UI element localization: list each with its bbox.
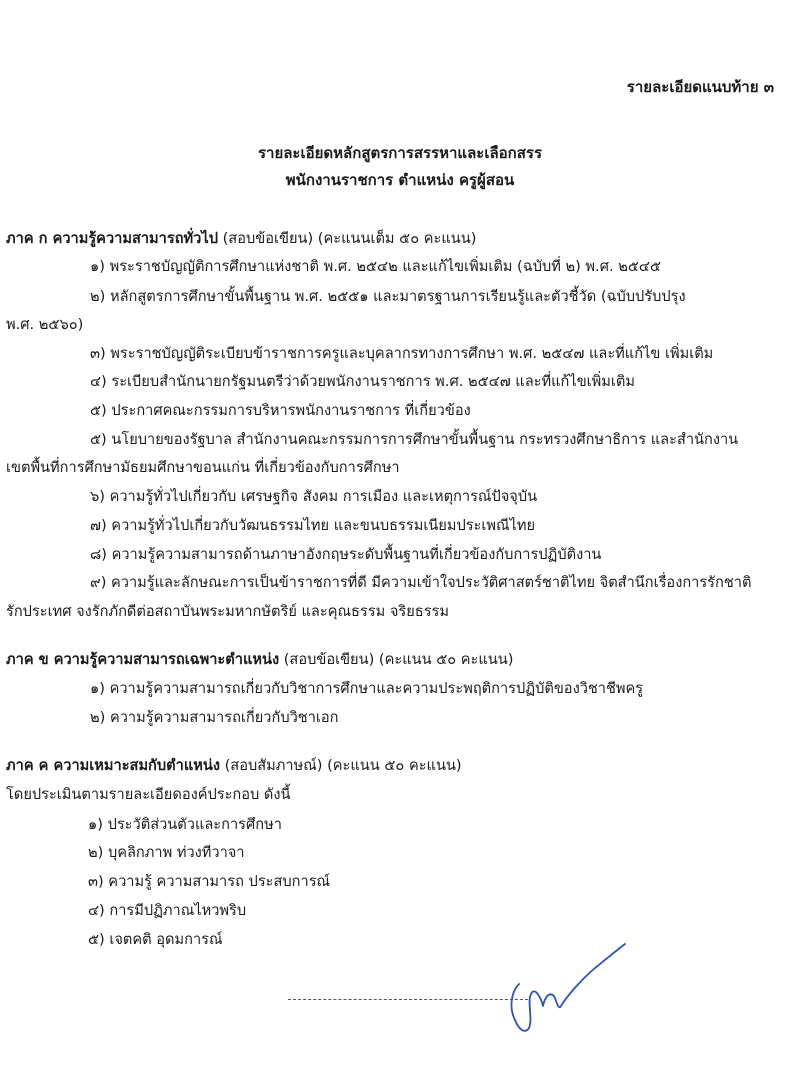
section-c-item: ๕) เจตคติ อุดมการณ์ <box>88 931 223 948</box>
section-a-item: ๓) พระราชบัญญัติระเบียบข้าราชการครูและบุคลากรทางการศึกษา พ.ศ. ๒๕๔๗ และที่แก้ไข เพิ่มเติม <box>90 345 714 362</box>
handwritten-signature <box>505 940 635 1040</box>
document-title-line-1: รายละเอียดหลักสูตรการสรรหาและเลือกสรร <box>257 144 543 162</box>
section-c-item: ๑) ประวัติส่วนตัวและการศึกษา <box>88 816 282 833</box>
section-a-item: ๑) พระราชบัญญัติการศึกษาแห่งชาติ พ.ศ. ๒๕๔๒ และแก้ไขเพิ่มเติม (ฉบับที่ ๒) พ.ศ. ๒๕๔๕ <box>90 258 661 275</box>
section-a-item-continuation: พ.ศ. ๒๕๖๐) <box>6 316 84 333</box>
section-a-item: ๙) ความรู้และลักษณะการเป็นข้าราชการที่ดี มีความเข้าใจประวัติศาสตร์ชาติไทย จิตสำนึกเรื่องการรักชาติ <box>90 574 752 591</box>
section-c-item: ๓) ความรู้ ความสามารถ ประสบการณ์ <box>88 873 331 890</box>
section-a-heading: ภาค ก ความรู้ความสามารถทั่วไป <box>6 230 218 247</box>
section-a-item: ๒) หลักสูตรการศึกษาขั้นพื้นฐาน พ.ศ. ๒๕๕๑ และมาตรฐานการเรียนรู้และตัวชี้วัด (ฉบับปรับปรุง <box>90 288 686 305</box>
signature-line <box>288 999 528 1000</box>
section-a-item: ๗) ความรู้ทั่วไปเกี่ยวกับวัฒนธรรมไทย และขนบธรรมเนียมประเพณีไทย <box>90 517 536 534</box>
section-c-item: ๔) การมีปฏิภาณไหวพริบ <box>88 902 247 919</box>
section-a-header <box>6 229 476 249</box>
section-b-item: ๒) ความรู้ความสามารถเกี่ยวกับวิชาเอก <box>90 709 339 726</box>
section-c-heading: ภาค ค ความเหมาะสมกับตำแหน่ง <box>6 757 220 774</box>
section-b-item: ๑) ความรู้ความสามารถเกี่ยวกับวิชาการศึกษาและความประพฤติการปฏิบัติของวิชาชีพครู <box>90 680 644 697</box>
section-a-item-continuation: เขตพื้นที่การศึกษามัธยมศึกษาขอนแก่น ที่เกี่ยวข้องกับการศึกษา <box>6 459 400 476</box>
section-a-item-continuation: รักประเทศ จงรักภักดีต่อสถาบันพระมหากษัตริย์ และคุณธรรม จริยธรรม <box>6 603 450 620</box>
section-b-note: (สอบข้อเขียน) (คะแนน ๕๐ คะแนน) <box>283 651 514 668</box>
section-c-item: ๒) บุคลิกภาพ ท่วงทีวาจา <box>88 844 245 861</box>
section-a-item: ๕) นโยบายของรัฐบาล สำนักงานคณะกรรมการการศึกษาขั้นพื้นฐาน กระทรวงศึกษาธิการ และสำนักงาน <box>90 431 739 448</box>
section-a-item: ๘) ความรู้ความสามารถด้านภาษาอังกฤษระดับพื้นฐานที่เกี่ยวข้องกับการปฏิบัติงาน <box>90 546 602 563</box>
section-a-item: ๔) ระเบียบสำนักนายกรัฐมนตรีว่าด้วยพนักงานราชการ พ.ศ. ๒๕๔๗ และที่แก้ไขเพิ่มเติม <box>90 373 635 390</box>
section-c-intro: โดยประเมินตามรายละเอียดองค์ประกอบ ดังนี้ <box>6 786 291 803</box>
section-a-item: ๖) ความรู้ทั่วไปเกี่ยวกับ เศรษฐกิจ สังคม การเมือง และเหตุการณ์ปัจจุบัน <box>90 488 538 505</box>
annex-label: รายละเอียดแนบท้าย ๓ <box>626 78 774 96</box>
section-b-header <box>6 650 513 670</box>
section-b-heading: ภาค ข ความรู้ความสามารถเฉพาะตำแหน่ง <box>6 651 280 668</box>
section-a-item: ๕) ประกาศคณะกรรมการบริหารพนักงานราชการ ที่เกี่ยวข้อง <box>90 402 471 419</box>
document-title-line-2: พนักงานราชการ ตำแหน่ง ครูผู้สอน <box>285 171 515 189</box>
section-c-note: (สอบสัมภาษณ์) (คะแนน ๕๐ คะแนน) <box>224 757 462 774</box>
section-a-note: (สอบข้อเขียน) (คะแนนเต็ม ๕๐ คะแนน) <box>222 230 477 247</box>
section-c-header <box>6 756 462 776</box>
